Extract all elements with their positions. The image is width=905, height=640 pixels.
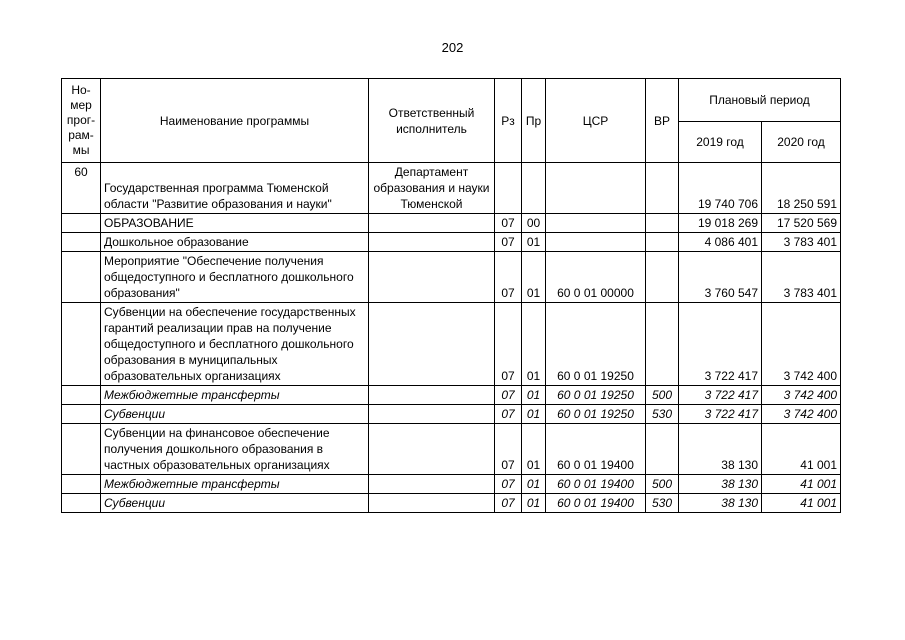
row-value-2019: 3 722 417 bbox=[679, 405, 762, 424]
row-vr bbox=[646, 424, 679, 475]
row-name: Субвенции bbox=[101, 405, 369, 424]
row-vr: 500 bbox=[646, 386, 679, 405]
row-pr: 01 bbox=[522, 494, 546, 513]
row-number bbox=[62, 475, 101, 494]
header-program-number bbox=[62, 79, 101, 163]
row-name: Межбюджетные трансферты bbox=[101, 386, 369, 405]
row-value-2019: 38 130 bbox=[679, 424, 762, 475]
row-vr: 530 bbox=[646, 494, 679, 513]
row-rz: 07 bbox=[495, 303, 522, 386]
row-pr: 01 bbox=[522, 303, 546, 386]
table-row bbox=[62, 252, 841, 303]
header-executor: Ответственный исполнитель bbox=[369, 79, 495, 163]
table-row bbox=[62, 405, 841, 424]
row-value-2019: 3 722 417 bbox=[679, 386, 762, 405]
row-rz: 07 bbox=[495, 424, 522, 475]
program-csr bbox=[546, 163, 646, 214]
row-vr bbox=[646, 303, 679, 386]
row-name: ОБРАЗОВАНИЕ bbox=[101, 214, 369, 233]
row-vr: 500 bbox=[646, 475, 679, 494]
program-value-2020: 18 250 591 bbox=[762, 163, 841, 214]
header-vr: ВР bbox=[646, 79, 679, 163]
row-rz: 07 bbox=[495, 386, 522, 405]
row-value-2020: 3 783 401 bbox=[762, 233, 841, 252]
header-row-1 bbox=[62, 79, 841, 122]
row-pr: 01 bbox=[522, 405, 546, 424]
row-pr: 01 bbox=[522, 233, 546, 252]
header-year-2020: 2020 год bbox=[762, 122, 841, 163]
row-vr bbox=[646, 252, 679, 303]
row-value-2020: 3 742 400 bbox=[762, 405, 841, 424]
row-number bbox=[62, 494, 101, 513]
row-rz: 07 bbox=[495, 252, 522, 303]
row-number bbox=[62, 405, 101, 424]
row-executor bbox=[369, 214, 495, 233]
table-row bbox=[62, 386, 841, 405]
row-value-2019: 38 130 bbox=[679, 494, 762, 513]
row-executor bbox=[369, 252, 495, 303]
program-rz bbox=[495, 163, 522, 214]
row-number bbox=[62, 214, 101, 233]
header-year-2019: 2019 год bbox=[679, 122, 762, 163]
row-csr: 60 0 01 19400 bbox=[546, 494, 646, 513]
row-rz: 07 bbox=[495, 233, 522, 252]
row-name: Субвенции на обеспечение государственных гарантий реализации прав на получение общедоступного и бесплатного дошкольного образования в муниципальных образовательных организациях bbox=[101, 303, 369, 386]
row-csr: 60 0 01 00000 bbox=[546, 252, 646, 303]
row-value-2020: 17 520 569 bbox=[762, 214, 841, 233]
row-executor bbox=[369, 475, 495, 494]
row-rz: 07 bbox=[495, 214, 522, 233]
row-pr: 01 bbox=[522, 475, 546, 494]
row-value-2019: 38 130 bbox=[679, 475, 762, 494]
row-value-2020: 3 742 400 bbox=[762, 303, 841, 386]
header-csr: ЦСР bbox=[546, 79, 646, 163]
page-number: 202 bbox=[441, 40, 464, 55]
row-pr: 01 bbox=[522, 424, 546, 475]
program-row bbox=[62, 163, 841, 214]
table-row bbox=[62, 424, 841, 475]
program-pr bbox=[522, 163, 546, 214]
row-name: Субвенции на финансовое обеспечение получения дошкольного образования в частных образовательных организациях bbox=[101, 424, 369, 475]
row-csr: 60 0 01 19250 bbox=[546, 386, 646, 405]
row-value-2019: 19 018 269 bbox=[679, 214, 762, 233]
header-pr: Пр bbox=[522, 79, 546, 163]
row-value-2020: 3 783 401 bbox=[762, 252, 841, 303]
row-number bbox=[62, 303, 101, 386]
row-executor bbox=[369, 405, 495, 424]
row-name: Межбюджетные трансферты bbox=[101, 475, 369, 494]
row-name: Субвенции bbox=[101, 494, 369, 513]
row-executor bbox=[369, 303, 495, 386]
program-number: 60 bbox=[62, 163, 101, 214]
row-value-2020: 41 001 bbox=[762, 494, 841, 513]
program-vr bbox=[646, 163, 679, 214]
table-row bbox=[62, 233, 841, 252]
row-csr: 60 0 01 19250 bbox=[546, 303, 646, 386]
header-program-number-text: Но- мер прог- рам- мы bbox=[66, 83, 96, 157]
header-program-name: Наименование программы bbox=[101, 79, 369, 163]
row-value-2019: 3 760 547 bbox=[679, 252, 762, 303]
row-executor bbox=[369, 424, 495, 475]
row-value-2020: 3 742 400 bbox=[762, 386, 841, 405]
table-row bbox=[62, 475, 841, 494]
budget-table bbox=[61, 78, 841, 513]
row-executor bbox=[369, 494, 495, 513]
row-executor bbox=[369, 386, 495, 405]
row-csr bbox=[546, 233, 646, 252]
row-vr bbox=[646, 214, 679, 233]
row-number bbox=[62, 424, 101, 475]
row-value-2019: 4 086 401 bbox=[679, 233, 762, 252]
row-vr bbox=[646, 233, 679, 252]
table-row bbox=[62, 214, 841, 233]
program-value-2019: 19 740 706 bbox=[679, 163, 762, 214]
row-csr bbox=[546, 214, 646, 233]
row-name: Дошкольное образование bbox=[101, 233, 369, 252]
row-pr: 01 bbox=[522, 386, 546, 405]
row-rz: 07 bbox=[495, 405, 522, 424]
row-executor bbox=[369, 233, 495, 252]
program-executor: Департамент образования и науки Тюменской bbox=[369, 163, 495, 214]
row-csr: 60 0 01 19250 bbox=[546, 405, 646, 424]
row-value-2019: 3 722 417 bbox=[679, 303, 762, 386]
row-name: Мероприятие "Обеспечение получения общедоступного и бесплатного дошкольного образования" bbox=[101, 252, 369, 303]
row-number bbox=[62, 386, 101, 405]
row-rz: 07 bbox=[495, 494, 522, 513]
row-csr: 60 0 01 19400 bbox=[546, 475, 646, 494]
table-row bbox=[62, 303, 841, 386]
header-rz: Рз bbox=[495, 79, 522, 163]
table-row bbox=[62, 494, 841, 513]
row-number bbox=[62, 233, 101, 252]
row-value-2020: 41 001 bbox=[762, 424, 841, 475]
row-pr: 00 bbox=[522, 214, 546, 233]
row-number bbox=[62, 252, 101, 303]
row-pr: 01 bbox=[522, 252, 546, 303]
row-value-2020: 41 001 bbox=[762, 475, 841, 494]
row-csr: 60 0 01 19400 bbox=[546, 424, 646, 475]
row-vr: 530 bbox=[646, 405, 679, 424]
header-planning-period: Плановый период bbox=[679, 79, 841, 122]
row-rz: 07 bbox=[495, 475, 522, 494]
program-name: Государственная программа Тюменской области "Развитие образования и науки" bbox=[101, 163, 369, 214]
